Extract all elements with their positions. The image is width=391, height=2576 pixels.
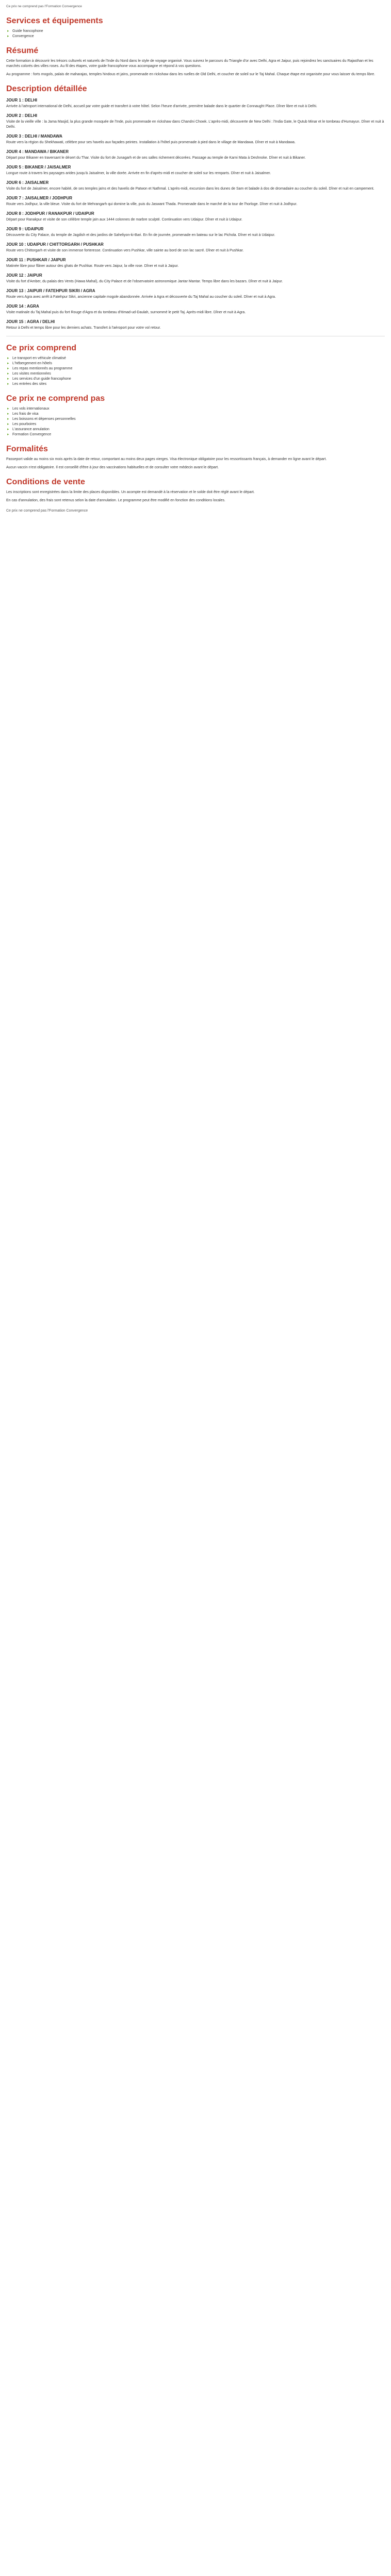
day-title: JOUR 5 : BIKANER / JAISALMER bbox=[6, 165, 71, 170]
prix-non-title: Ce prix ne comprend pas bbox=[6, 394, 105, 403]
day-description: Route vers la région du Shekhawati, célèbre pour ses havelis aux façades peintes. Installation à l'hôtel puis promenade à pied dans le village de Mandawa. Dîner et nuit à Mandawa. bbox=[6, 141, 296, 144]
prix-non-item: ▸ Les frais de visa bbox=[6, 412, 385, 417]
prix-non-item: ▸ Les vols internationaux bbox=[6, 406, 385, 412]
prix-non-item: ▸ Les pourboires bbox=[6, 422, 385, 427]
day-title: JOUR 10 : UDAIPUR / CHITTORGARH / PUSHKAR bbox=[6, 242, 104, 247]
day-title: JOUR 12 : JAIPUR bbox=[6, 273, 42, 278]
day-title: JOUR 13 : JAIPUR / FATEHPUR SIKRI / AGRA bbox=[6, 289, 95, 293]
day-title: JOUR 7 : JAISALMER / JODHPUR bbox=[6, 196, 73, 200]
services-item: ▸ Convergence bbox=[6, 34, 385, 39]
formalites-paragraph: Passeport valide au moins six mois après la date de retour, comportant au moins deux pages vierges. Visa électronique obligatoire pour les ressortissants français, à demander en ligne avant le départ. bbox=[6, 457, 327, 461]
prix-item: ▸ Les services d'un guide francophone bbox=[6, 377, 385, 382]
day-description: Découverte du City Palace, du temple de Jagdish et des jardins de Saheliyon-ki-Bari. En fin de journée, promenade en bateau sur le lac Pichola. Dîner et nuit à Udaipur. bbox=[6, 233, 275, 237]
formalites-title: Formalités bbox=[6, 445, 48, 453]
day-description: Retour à Delhi et temps libre pour les derniers achats. Transfert à l'aéroport pour votre vol retour. bbox=[6, 326, 161, 330]
conditions-paragraph: En cas d'annulation, des frais sont retenus selon la date d'annulation. Le programme peut être modifié en fonction des conditions locales. bbox=[6, 499, 225, 502]
day-description: Départ pour Bikaner en traversant le désert du Thar. Visite du fort de Junagarh et de ses salles richement décorées. Passage au temple de Karni Mata à Deshnoke. Dîner et nuit à Bikaner. bbox=[6, 156, 306, 160]
itinerary-days bbox=[6, 98, 385, 331]
prix-non-list bbox=[6, 406, 385, 437]
day-title: JOUR 9 : UDAIPUR bbox=[6, 227, 44, 231]
services-title: Services et équipements bbox=[6, 16, 103, 25]
page bbox=[0, 0, 391, 521]
day-title: JOUR 1 : DELHI bbox=[6, 98, 38, 103]
prix-title: Ce prix comprend bbox=[6, 344, 77, 352]
itinerary-title: Description détaillée bbox=[6, 84, 87, 93]
services-list bbox=[6, 29, 385, 39]
formalites-paragraph: Aucun vaccin n'est obligatoire. Il est conseillé d'être à jour des vaccinations habituelles et de consulter votre médecin avant le départ. bbox=[6, 466, 219, 469]
day-description: Visite matinale du Taj Mahal puis du fort Rouge d'Agra et du tombeau d'Itimad-ud-Daulah, surnommé le petit Taj. Après-midi libre. Dîner et nuit à Agra. bbox=[6, 311, 246, 314]
conditions-paragraph: Les inscriptions sont enregistrées dans la limite des places disponibles. Un acompte est demandé à la réservation et le solde doit être réglé avant le départ. bbox=[6, 490, 255, 494]
resume-paragraph: Cette formation à découvrir les trésors culturels et naturels de l'Inde du Nord dans le style de voyage organisé. Vous suivrez le parcours du Triangle d'or avec Delhi, Agra et Jaipur, puis rejoindrez les sanctuaires du Rajasthan et les marchés colorés des villes roses. Au fil des étapes, votre guide francophone vous accompagne et répond à vos questions. bbox=[6, 59, 373, 68]
prix-item: ▸ L'hébergement en hôtels bbox=[6, 361, 385, 366]
conditions-title: Conditions de vente bbox=[6, 478, 85, 486]
day-description: Arrivée à l'aéroport international de Delhi, accueil par votre guide et transfert à votre hôtel. Selon l'heure d'arrivée, première balade dans le quartier de Connaught Place. Dîner libre et nuit à Delhi. bbox=[6, 105, 317, 108]
day-description: Route vers Jodhpur, la ville bleue. Visite du fort de Mehrangarh qui domine la ville, puis du Jaswant Thada. Promenade dans le marché de la tour de l'horloge. Dîner et nuit à Jodhpur. bbox=[6, 202, 298, 206]
prix-non-item: ▸ L'assurance annulation bbox=[6, 427, 385, 432]
day-title: JOUR 14 : AGRA bbox=[6, 304, 39, 309]
prix-item: ▸ Les entrées des sites bbox=[6, 382, 385, 387]
day-title: JOUR 2 : DELHI bbox=[6, 113, 38, 118]
day-description: Matinée libre pour flâner autour des ghats de Pushkar. Route vers Jaipur, la ville rose. Dîner et nuit à Jaipur. bbox=[6, 264, 179, 268]
day-description: Visite de la vieille ville : la Jama Masjid, la plus grande mosquée de l'Inde, puis promenade en rickshaw dans Chandni Chowk. L'après-midi, découverte de New Delhi : l'India Gate, le Qutub Minar et le tombeau d'Humayun. Dîner et nuit à Delhi. bbox=[6, 120, 384, 129]
day-description: Longue route à travers les paysages arides jusqu'à Jaisalmer, la ville dorée. Arrivée en fin d'après-midi et coucher de soleil sur les remparts. Dîner et nuit à Jaisalmer. bbox=[6, 172, 271, 175]
day-title: JOUR 11 : PUSHKAR / JAIPUR bbox=[6, 258, 66, 262]
day-description: Route vers Agra avec arrêt à Fatehpur Sikri, ancienne capitale mogole abandonnée. Arrivée à Agra et découverte du Taj Mahal au coucher du soleil. Dîner et nuit à Agra. bbox=[6, 295, 276, 299]
prix-item: ▸ Les visites mentionnées bbox=[6, 371, 385, 377]
prix-non-item: ▸ Les boissons et dépenses personnelles bbox=[6, 417, 385, 422]
day-title: JOUR 3 : DELHI / MANDAWA bbox=[6, 134, 62, 139]
day-title: JOUR 8 : JODHPUR / RANAKPUR / UDAIPUR bbox=[6, 211, 94, 216]
prix-list bbox=[6, 356, 385, 387]
header-note: Ce prix ne comprend pas l'Formation Convergence bbox=[6, 5, 82, 8]
footer-note: Ce prix ne comprend pas l'Formation Convergence bbox=[6, 509, 88, 513]
day-description: Départ pour Ranakpur et visite de son célèbre temple jaïn aux 1444 colonnes de marbre sculpté. Continuation vers Udaipur. Dîner et nuit à Udaipur. bbox=[6, 218, 242, 222]
resume-paragraph: Au programme : forts mogols, palais de maharajas, temples hindous et jaïns, promenade en rickshaw dans les ruelles de Old Delhi, et coucher de soleil sur le Taj Mahal. Chaque étape est organisée pour vous laisser du temps libre. bbox=[6, 73, 376, 76]
day-title: JOUR 4 : MANDAWA / BIKANER bbox=[6, 149, 69, 154]
services-item: ▸ Guide francophone bbox=[6, 29, 385, 34]
prix-item: ▸ Le transport en véhicule climatisé bbox=[6, 356, 385, 361]
day-description: Route vers Chittorgarh et visite de son immense forteresse. Continuation vers Pushkar, ville sainte au bord de son lac sacré. Dîner et nuit à Pushkar. bbox=[6, 249, 244, 252]
day-description: Visite du fort d'Amber, du palais des Vents (Hawa Mahal), du City Palace et de l'observatoire astronomique Jantar Mantar. Temps libre dans les bazars. Dîner et nuit à Jaipur. bbox=[6, 280, 283, 283]
day-description: Visite du fort de Jaisalmer, encore habité, de ses temples jaïns et des havelis de Patwon et Nathmal. L'après-midi, excursion dans les dunes de Sam et balade à dos de dromadaire au coucher du soleil. Dîner et nuit en campement. bbox=[6, 187, 374, 191]
prix-item: ▸ Les repas mentionnés au programme bbox=[6, 366, 385, 371]
prix-non-item: ▸ Formation Convergence bbox=[6, 432, 385, 437]
day-title: JOUR 15 : AGRA / DELHI bbox=[6, 319, 55, 324]
resume-title: Résumé bbox=[6, 46, 39, 55]
day-title: JOUR 6 : JAISALMER bbox=[6, 180, 49, 185]
